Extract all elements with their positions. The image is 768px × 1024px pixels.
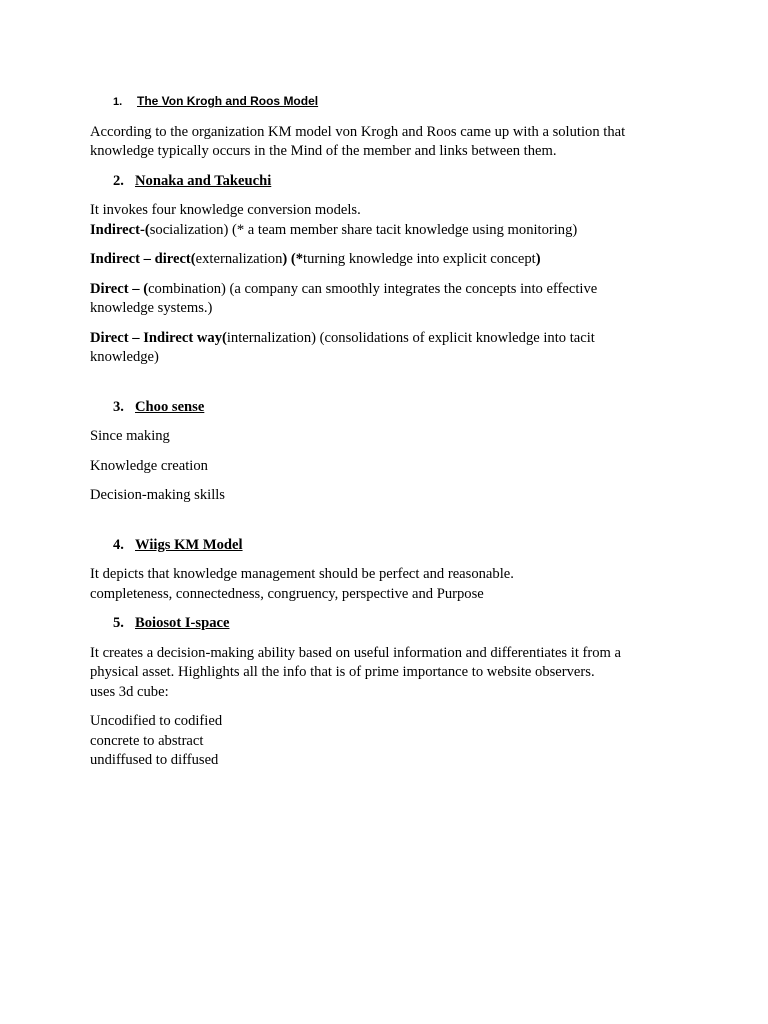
- conversion-model-item: [90, 250, 650, 270]
- section-number: 4.: [113, 536, 124, 553]
- section-number: 1.: [113, 96, 123, 108]
- section-number: 5.: [113, 615, 124, 631]
- paragraph: Decision-making skills: [90, 487, 225, 503]
- section-number: 3.: [113, 398, 124, 415]
- paragraph: It creates a decision-making ability based on useful information and differentiates it from a physical asset. Highlights all the info that is of prime importance to website observers.: [90, 644, 622, 680]
- paragraph: According to the organization KM model von Krogh and Roos came up with a solution that knowledge typically occurs in the Mind of the member and links between them.: [90, 123, 626, 159]
- conversion-model-item: [90, 221, 650, 241]
- paragraph: uses 3d cube:: [90, 683, 169, 700]
- section-3-heading: [90, 398, 650, 418]
- section-title: Wiigs KM Model: [135, 536, 243, 553]
- paragraph: completeness, connectedness, congruency, perspective and Purpose: [90, 585, 484, 602]
- section-4-heading: [90, 536, 650, 556]
- section-title: Nonaka and Takeuchi: [135, 172, 272, 189]
- section-number: 2.: [113, 172, 124, 189]
- paragraph: Since making: [90, 428, 170, 444]
- item-text: turning knowledge into explicit concept: [303, 251, 536, 267]
- item-text: combination) (a company can smoothly integrates the concepts into effective knowledge systems.): [90, 280, 598, 316]
- section-title: Boiosot I-space: [135, 615, 230, 631]
- paragraph: It invokes four knowledge conversion models.: [90, 202, 361, 218]
- section-5-heading: [90, 614, 650, 634]
- section-1-heading: [90, 92, 650, 113]
- conversion-model-item: [90, 280, 650, 319]
- list-item: Uncodified to codified: [90, 713, 223, 729]
- paragraph: It depicts that knowledge management should be perfect and reasonable.: [90, 566, 514, 582]
- item-term: Direct – (: [90, 280, 149, 297]
- section-2-heading: [90, 172, 650, 192]
- item-term: Direct – Indirect way(: [90, 329, 227, 346]
- item-text: internalization) (consolidations of explicit knowledge into tacit knowledge): [90, 329, 595, 365]
- section-title: The Von Krogh and Roos Model: [137, 94, 319, 108]
- conversion-model-item: [90, 329, 650, 368]
- item-term: Indirect-(: [90, 221, 150, 238]
- section-title: Choo sense: [135, 398, 205, 415]
- item-term: ): [535, 251, 541, 267]
- paragraph: Knowledge creation: [90, 457, 208, 474]
- item-term: Indirect – direct(: [90, 251, 196, 267]
- list-item: undiffused to diffused: [90, 752, 219, 768]
- document-page: [90, 92, 650, 771]
- item-text: externalization: [195, 251, 283, 267]
- item-text: socialization) (* a team member share tacit knowledge using monitoring): [149, 221, 578, 238]
- list-item: concrete to abstract: [90, 732, 204, 749]
- item-term: ) (*: [282, 251, 304, 267]
